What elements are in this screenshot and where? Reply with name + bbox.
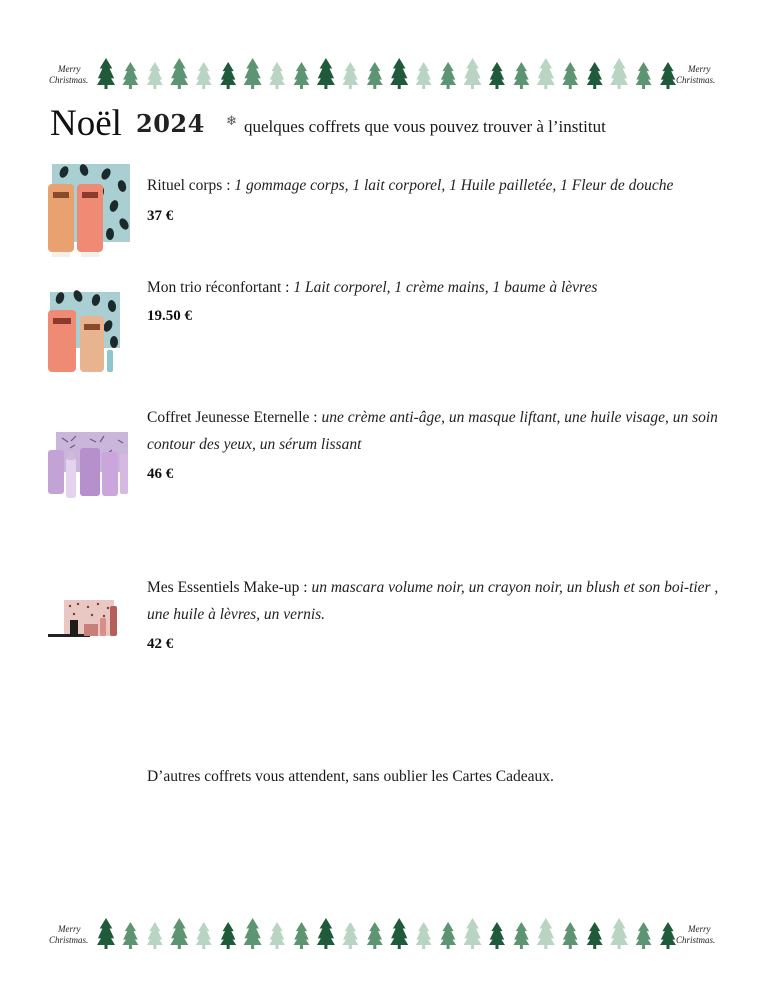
product-description: 1 gommage corps, 1 lait corporel, 1 Huile pailletée, 1 Fleur de douche [234, 177, 674, 194]
tree-trunk [202, 945, 205, 949]
christmas-tree-icon [390, 918, 408, 945]
christmas-tree-icon [244, 58, 262, 85]
tree-trunk [569, 85, 572, 89]
product-text-rituel-corps [147, 172, 722, 199]
product-image-jeunesse-eternelle [44, 404, 134, 504]
product-image-rituel-corps [44, 162, 134, 258]
christmas-tree-icon [317, 58, 335, 85]
product-price: 19.50 € [147, 308, 192, 324]
christmas-tree-icon [660, 62, 676, 85]
christmas-tree-icon [97, 918, 115, 945]
tree-trunk [251, 945, 254, 949]
tree-trunk [593, 945, 596, 949]
snowflake-icon: ❄ [226, 114, 237, 129]
tree-trunk [593, 85, 596, 89]
christmas-tree-icon [464, 58, 482, 85]
tree-trunk [178, 85, 181, 89]
christmas-text-right: Christmas. [676, 75, 716, 85]
tree-trunk [129, 85, 132, 89]
tree-trunk [349, 85, 352, 89]
product-image-essentiels-makeup [44, 574, 134, 654]
christmas-tree-icon [196, 62, 212, 85]
tree-trunk [471, 945, 474, 949]
tree-trunk [129, 945, 132, 949]
christmas-tree-icon [196, 922, 212, 945]
christmas-tree-icon [610, 918, 628, 945]
christmas-tree-icon [636, 922, 652, 945]
christmas-tree-icon [293, 62, 309, 85]
page-subtitle: quelques coffrets que vous pouvez trouver à l’institut [244, 117, 606, 136]
tree-trunk [422, 85, 425, 89]
christmas-tree-icon [636, 62, 652, 85]
christmas-tree-icon [293, 922, 309, 945]
christmas-tree-icon [244, 918, 262, 945]
christmas-tree-icon [537, 58, 555, 85]
tree-trunk [105, 945, 108, 949]
christmas-tree-icon [416, 62, 432, 85]
christmas-tree-icon [489, 922, 505, 945]
tree-trunk [667, 85, 670, 89]
product-name: Coffret Jeunesse Eternelle : [147, 409, 322, 426]
christmas-tree-icon [97, 58, 115, 85]
christmas-tree-icon [220, 62, 236, 85]
christmas-tree-icon [610, 58, 628, 85]
tree-trunk [227, 945, 230, 949]
tree-trunk [276, 85, 279, 89]
title-year: 2024 [136, 109, 205, 138]
tree-trunk [153, 945, 156, 949]
footer-note: D’autres coffrets vous attendent, sans oublier les Cartes Cadeaux. [147, 768, 554, 785]
tree-trunk [251, 85, 254, 89]
tree-trunk [324, 945, 327, 949]
tree-trunk [349, 945, 352, 949]
product-price: 42 € [147, 636, 174, 652]
christmas-tree-icon [440, 62, 456, 85]
tree-trunk [227, 85, 230, 89]
tree-trunk [544, 945, 547, 949]
product-price: 46 € [147, 466, 174, 482]
christmas-tree-icon [220, 922, 236, 945]
product-description: un mascara volume noir, un crayon noir, un blush et son boi-tier , une huile à lèvres, un vernis. [147, 579, 719, 623]
tree-trunk [447, 85, 450, 89]
christmas-tree-icon [587, 922, 603, 945]
christmas-tree-icon [489, 62, 505, 85]
christmas-tree-icon [170, 918, 188, 945]
product-name: Mon trio réconfortant : [147, 279, 294, 296]
christmas-tree-icon [122, 62, 138, 85]
product-item-essentiels-makeup [44, 574, 734, 674]
page-title-row [50, 104, 740, 144]
tree-trunk [642, 85, 645, 89]
product-item-trio-reconfortant [44, 264, 734, 374]
tree-trunk [471, 85, 474, 89]
christmas-tree-icon [513, 62, 529, 85]
product-item-rituel-corps [44, 162, 734, 262]
christmas-tree-icon [390, 58, 408, 85]
christmas-tree-icon [416, 922, 432, 945]
product-name: Mes Essentiels Make-up : [147, 579, 312, 596]
product-item-jeunesse-eternelle [44, 404, 734, 514]
christmas-tree-icon [122, 922, 138, 945]
christmas-tree-icon [562, 62, 578, 85]
tree-trunk [202, 85, 205, 89]
tree-trunk [642, 945, 645, 949]
tree-trunk [153, 85, 156, 89]
christmas-tree-icon [367, 62, 383, 85]
merry-text: Merry [58, 924, 81, 934]
product-description: une crème anti-âge, un masque liftant, une huile visage, un soin contour des yeux, un sérum lissant [147, 409, 718, 453]
tree-row-bottom [46, 910, 726, 954]
tree-trunk [178, 945, 181, 949]
product-image-trio-reconfortant [44, 264, 134, 374]
product-text-jeunesse-eternelle [147, 404, 722, 458]
christmas-tree-icon [170, 58, 188, 85]
tree-trunk [398, 85, 401, 89]
tree-trunk [520, 945, 523, 949]
christmas-tree-icon [587, 62, 603, 85]
tree-trunk [422, 945, 425, 949]
christmas-tree-icon [269, 62, 285, 85]
tree-trunk [618, 945, 621, 949]
tree-trunk [495, 85, 498, 89]
christmas-tree-icon [537, 918, 555, 945]
product-text-trio-reconfortant [147, 274, 722, 301]
christmas-tree-icon [147, 62, 163, 85]
tree-trunk [324, 85, 327, 89]
christmas-tree-icon [562, 922, 578, 945]
merry-text: Merry [58, 64, 81, 74]
christmas-tree-icon [317, 918, 335, 945]
christmas-tree-icon [147, 922, 163, 945]
tree-trunk [373, 85, 376, 89]
title-noel: Noël [50, 103, 122, 144]
christmas-tree-icon [440, 922, 456, 945]
merry-text-right: Merry [688, 924, 711, 934]
tree-row-top [46, 50, 726, 94]
tree-trunk [373, 945, 376, 949]
tree-trunk [447, 945, 450, 949]
tree-trunk [618, 85, 621, 89]
merry-text-right: Merry [688, 64, 711, 74]
christmas-text: Christmas. [49, 935, 89, 945]
christmas-banner-bottom [46, 910, 726, 954]
christmas-banner-top [46, 50, 726, 94]
tree-trunk [544, 85, 547, 89]
product-text-essentiels-makeup [147, 574, 722, 628]
tree-trunk [398, 945, 401, 949]
tree-trunk [276, 945, 279, 949]
christmas-tree-icon [342, 62, 358, 85]
christmas-tree-icon [367, 922, 383, 945]
tree-trunk [667, 945, 670, 949]
christmas-tree-icon [464, 918, 482, 945]
tree-trunk [520, 85, 523, 89]
tree-trunk [300, 85, 303, 89]
tree-trunk [300, 945, 303, 949]
product-price: 37 € [147, 208, 174, 224]
product-description: 1 Lait corporel, 1 crème mains, 1 baume à lèvres [293, 279, 598, 296]
christmas-tree-icon [269, 922, 285, 945]
tree-trunk [105, 85, 108, 89]
christmas-tree-icon [513, 922, 529, 945]
christmas-tree-icon [660, 922, 676, 945]
christmas-text: Christmas. [49, 75, 89, 85]
tree-trunk [569, 945, 572, 949]
tree-trunk [495, 945, 498, 949]
christmas-text-right: Christmas. [676, 935, 716, 945]
product-name: Rituel corps : [147, 177, 235, 194]
christmas-tree-icon [342, 922, 358, 945]
